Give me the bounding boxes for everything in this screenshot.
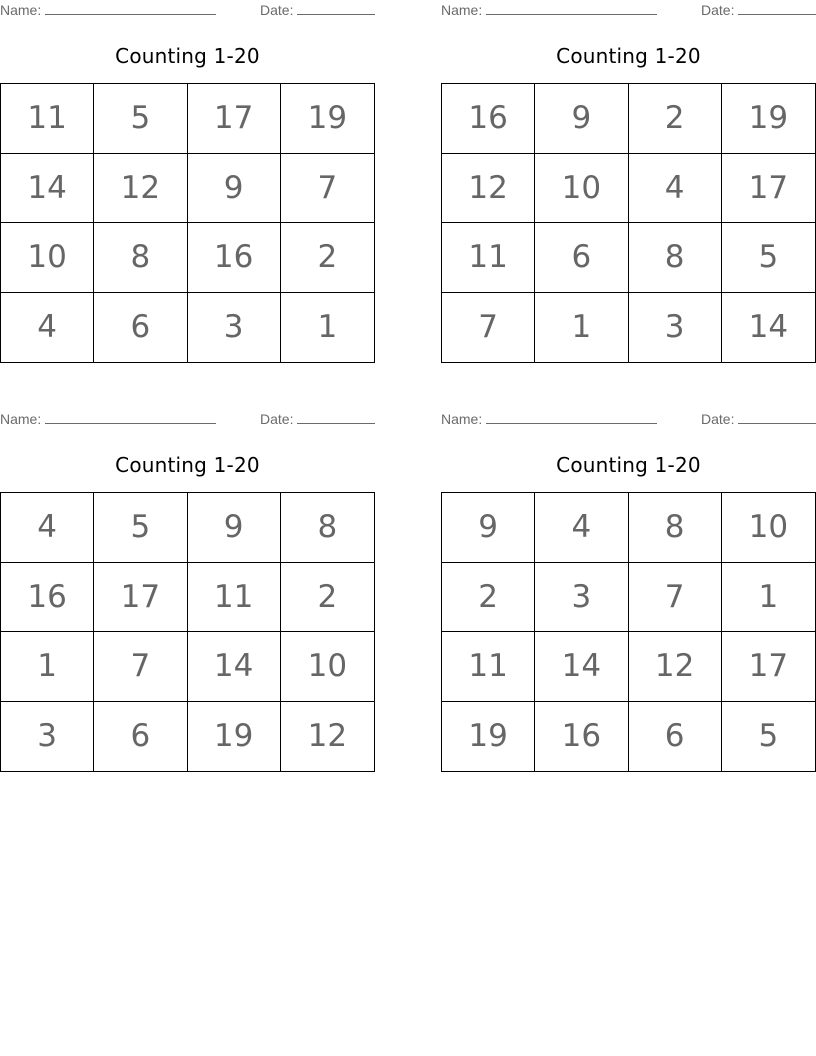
grid-cell: 6	[94, 702, 187, 772]
grid-cell: 16	[442, 84, 535, 154]
date-blank-line[interactable]	[738, 1, 816, 15]
grid-cell: 7	[629, 563, 722, 633]
date-blank-line[interactable]	[297, 1, 375, 15]
grid-cell: 11	[442, 223, 535, 293]
grid-cell: 5	[94, 84, 187, 154]
date-label: Date:	[701, 411, 735, 427]
grid-cell: 7	[281, 154, 374, 224]
worksheet-title: Counting 1-20	[115, 44, 260, 68]
grid-cell: 12	[307, 718, 348, 755]
grid-cell: 12	[629, 632, 722, 702]
date-label: Date:	[260, 411, 294, 427]
grid-cell: 14	[188, 632, 281, 702]
grid-cell: 10	[281, 632, 374, 702]
date-blank-line[interactable]	[738, 410, 816, 424]
number-grid	[441, 492, 816, 772]
grid-cell: 2	[442, 563, 535, 633]
grid-cell: 10	[722, 493, 815, 563]
worksheet-header	[441, 410, 816, 428]
name-label: Name:	[0, 411, 42, 427]
name-label: Name:	[0, 2, 42, 18]
worksheet-1	[0, 0, 375, 375]
grid-cell: 2	[281, 223, 374, 293]
worksheet-header	[0, 410, 375, 428]
grid-cell: 1	[722, 563, 815, 633]
name-field[interactable]	[441, 410, 657, 428]
grid-cell: 9	[188, 154, 281, 224]
grid-cell: 19	[188, 702, 281, 772]
date-label: Date:	[260, 2, 294, 18]
grid-cell: 14	[748, 309, 789, 346]
grid-cell: 8	[94, 223, 187, 293]
grid-cell: 6	[94, 293, 187, 363]
grid-cell: 11	[442, 632, 535, 702]
date-label: Date:	[701, 2, 735, 18]
date-field[interactable]	[260, 410, 375, 428]
grid-cell: 6	[629, 702, 722, 772]
grid-cell: 17	[188, 84, 281, 154]
grid-cell: 2	[629, 84, 722, 154]
grid-cell: 16	[535, 702, 628, 772]
grid-cell: 19	[442, 702, 535, 772]
worksheet-4	[441, 409, 816, 784]
grid-cell: 16	[1, 563, 94, 633]
grid-cell: 8	[629, 493, 722, 563]
grid-cell: 11	[1, 84, 94, 154]
date-blank-line[interactable]	[297, 410, 375, 424]
grid-cell: 4	[1, 293, 94, 363]
grid-cell: 3	[1, 702, 94, 772]
name-field[interactable]	[0, 1, 216, 19]
grid-cell: 3	[535, 563, 628, 633]
number-grid	[441, 83, 816, 363]
grid-cell: 1	[1, 632, 94, 702]
name-field[interactable]	[441, 1, 657, 19]
grid-cell: 5	[94, 493, 187, 563]
grid-cell: 12	[442, 154, 535, 224]
name-blank-line[interactable]	[486, 410, 657, 424]
name-blank-line[interactable]	[45, 410, 216, 424]
grid-cell: 8	[629, 223, 722, 293]
name-label: Name:	[441, 2, 483, 18]
name-blank-line[interactable]	[45, 1, 216, 15]
grid-cell: 16	[188, 223, 281, 293]
grid-cell: 5	[758, 718, 779, 755]
grid-cell: 11	[188, 563, 281, 633]
name-label: Name:	[441, 411, 483, 427]
grid-cell: 9	[188, 493, 281, 563]
grid-cell: 17	[94, 563, 187, 633]
date-field[interactable]	[701, 1, 816, 19]
worksheet-title: Counting 1-20	[556, 44, 701, 68]
grid-cell: 12	[94, 154, 187, 224]
grid-cell: 19	[281, 84, 374, 154]
grid-cell: 8	[281, 493, 374, 563]
grid-cell: 6	[535, 223, 628, 293]
grid-cell: 5	[722, 223, 815, 293]
grid-cell: 1	[535, 293, 628, 363]
date-field[interactable]	[260, 1, 375, 19]
worksheet-header	[0, 1, 375, 19]
grid-cell: 19	[722, 84, 815, 154]
grid-cell: 17	[722, 154, 815, 224]
number-grid	[0, 492, 375, 772]
name-field[interactable]	[0, 410, 216, 428]
grid-cell: 3	[629, 293, 722, 363]
grid-cell: 7	[94, 632, 187, 702]
grid-cell: 7	[442, 293, 535, 363]
worksheet-header	[441, 1, 816, 19]
worksheet-title: Counting 1-20	[556, 453, 701, 477]
grid-cell: 9	[442, 493, 535, 563]
name-blank-line[interactable]	[486, 1, 657, 15]
number-grid	[0, 83, 375, 363]
grid-cell: 14	[535, 632, 628, 702]
worksheet-2	[441, 0, 816, 375]
worksheet-3	[0, 409, 375, 784]
grid-cell: 3	[188, 293, 281, 363]
grid-cell: 4	[1, 493, 94, 563]
grid-cell: 2	[281, 563, 374, 633]
grid-cell: 17	[722, 632, 815, 702]
date-field[interactable]	[701, 410, 816, 428]
grid-cell: 10	[1, 223, 94, 293]
grid-cell: 9	[535, 84, 628, 154]
grid-cell: 4	[629, 154, 722, 224]
grid-cell: 14	[1, 154, 94, 224]
grid-cell: 4	[535, 493, 628, 563]
worksheet-title: Counting 1-20	[115, 453, 260, 477]
grid-cell: 10	[535, 154, 628, 224]
grid-cell: 1	[317, 309, 338, 346]
